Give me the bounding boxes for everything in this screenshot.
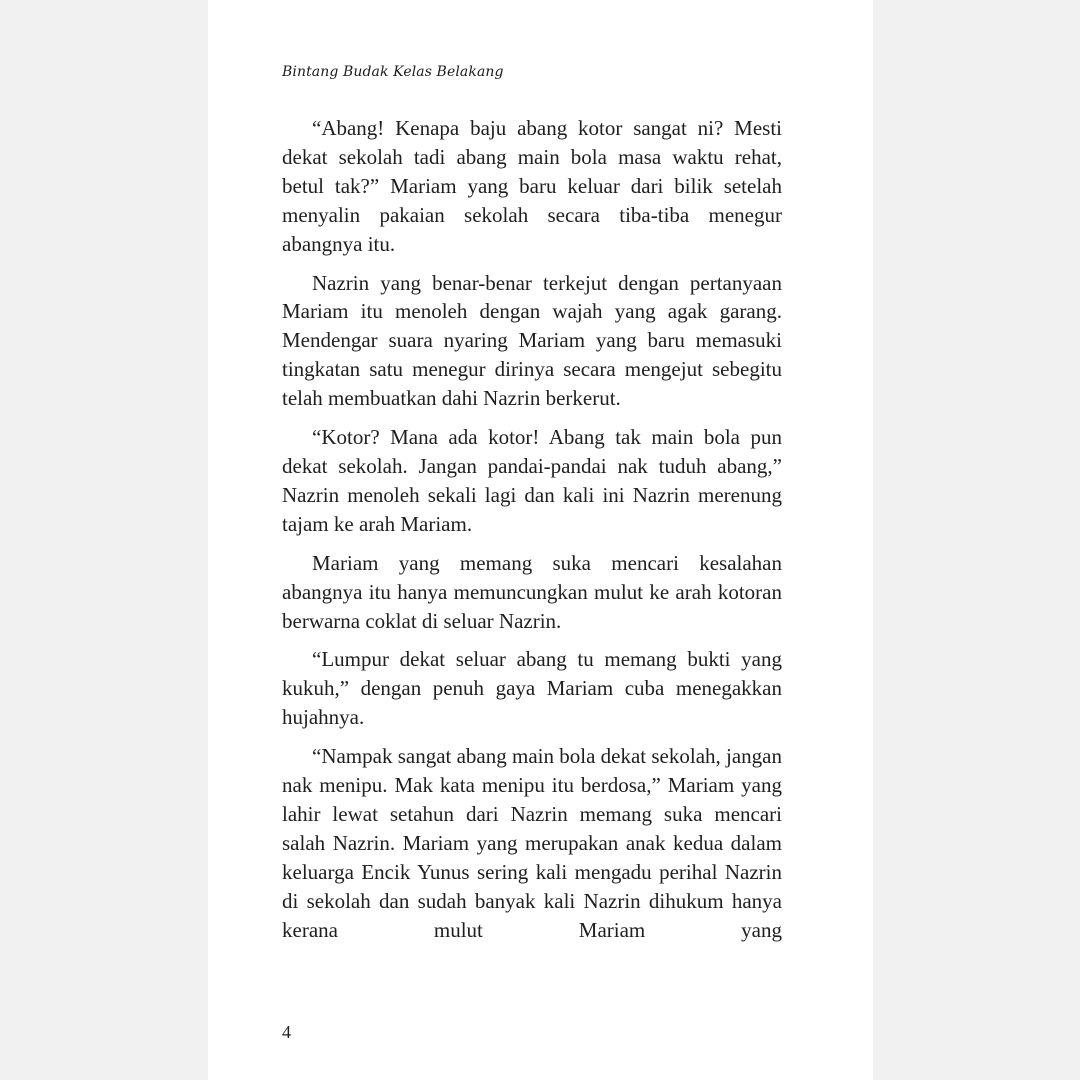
body-text	[282, 114, 782, 954]
paragraph-6: “Nampak sangat abang main bola dekat sekolah, jangan nak menipu. Mak kata menipu itu berdosa,” Mariam yang lahir lewat setahun dari Nazrin memang suka mencari salah Nazrin. Mariam yang merupakan anak kedua dalam keluarga Encik Yunus sering kali mengadu perihal Nazrin di sekolah dan sudah banyak kali Nazrin dihukum hanya kerana mulut Mariam yang	[282, 744, 782, 942]
paragraph-2: Nazrin yang benar-benar terkejut dengan pertanyaan Mariam itu menoleh dengan wajah yang agak garang. Mendengar suara nyaring Mariam yang baru memasuki tingkatan satu menegur dirinya secara mengejut sebegitu telah membuatkan dahi Nazrin berkerut.	[282, 270, 782, 411]
book-page	[208, 0, 873, 1080]
paragraph-4: Mariam yang memang suka mencari kesalahan abangnya itu hanya memuncungkan mulut ke arah kotoran berwarna coklat di seluar Nazrin.	[282, 550, 782, 633]
page-number: 4	[282, 1022, 291, 1042]
paragraph-5: “Lumpur dekat seluar abang tu memang bukti yang kukuh,” dengan penuh gaya Mariam cuba menegakkan hujahnya.	[282, 647, 782, 730]
paragraph-3: “Kotor? Mana ada kotor! Abang tak main bola pun dekat sekolah. Jangan pandai-pandai nak tuduh abang,” Nazrin menoleh sekali lagi dan kali ini Nazrin merenung tajam ke arah Mariam.	[282, 425, 782, 536]
running-header-title: Bintang Budak Kelas Belakang	[282, 64, 504, 80]
paragraph-1: “Abang! Kenapa baju abang kotor sangat ni? Mesti dekat sekolah tadi abang main bola masa waktu rehat, betul tak?” Mariam yang baru keluar dari bilik setelah menyalin pakaian sekolah secara tiba-tiba menegur abangnya itu.	[282, 116, 782, 256]
